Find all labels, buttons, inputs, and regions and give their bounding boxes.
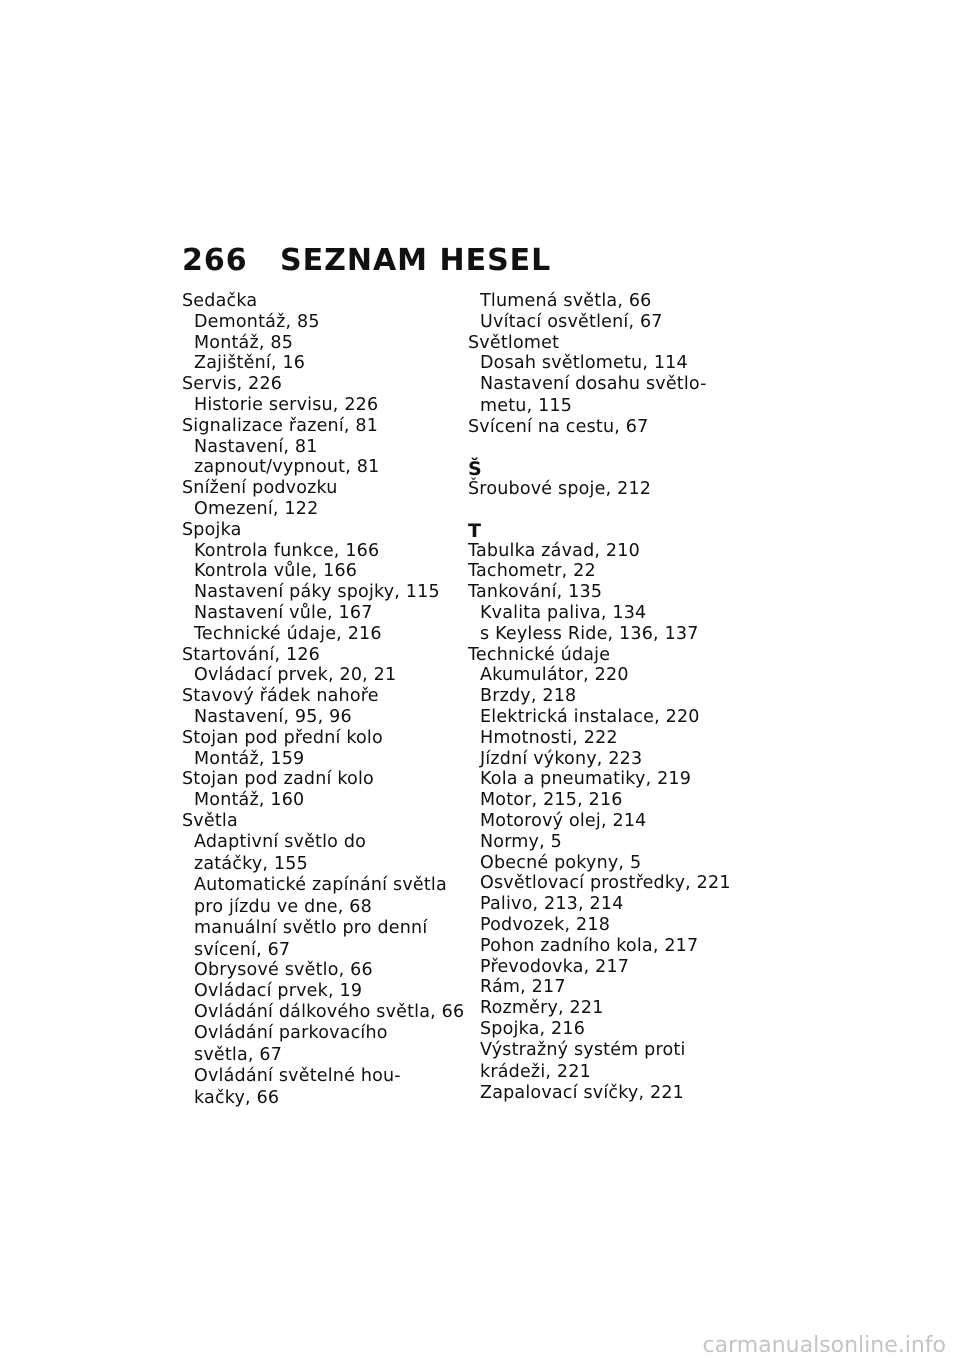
index-subentry: Demontáž, 85 (194, 311, 320, 332)
index-subentry: Obrysové světlo, 66 (194, 960, 373, 981)
index-entry: Snížení podvozku (182, 478, 338, 499)
index-subentry: Normy, 5 (480, 831, 562, 852)
index-column-right (468, 291, 758, 1103)
index-entry: Světla (182, 810, 238, 831)
index-entry: Svícení na cestu, 67 (468, 417, 649, 438)
index-subentry: Montáž, 160 (194, 790, 305, 811)
index-subentry: Tlumená světla, 66 (480, 291, 652, 311)
index-subentry: metu, 115 (480, 396, 573, 417)
index-subentry: Technické údaje, 216 (194, 623, 382, 644)
index-entry: Stojan pod zadní kolo (182, 769, 374, 790)
index-subentry: Historie servisu, 226 (194, 394, 379, 415)
index-entry: Stojan pod přední kolo (182, 727, 383, 748)
index-subentry: Ovládací prvek, 19 (194, 981, 363, 1002)
index-letter-heading: Š (468, 457, 482, 480)
index-subentry: Palivo, 213, 214 (480, 894, 624, 915)
index-column-left (182, 291, 472, 1109)
index-subentry: pro jízdu ve dne, 68 (194, 896, 372, 917)
index-subentry: Výstražný systém proti (480, 1039, 686, 1060)
index-subentry: s Keyless Ride, 136, 137 (480, 623, 699, 644)
index-subentry: Ovládání parkovacího (194, 1022, 388, 1043)
index-subentry: Spojka, 216 (480, 1019, 586, 1039)
index-entry: Signalizace řazení, 81 (182, 415, 379, 436)
index-entry: Světlomet (468, 332, 560, 353)
index-subentry: kačky, 66 (194, 1087, 280, 1108)
index-subentry: Kontrola vůle, 166 (194, 561, 358, 582)
index-subentry: Adaptivní světlo do (194, 831, 367, 852)
page-header (182, 243, 551, 278)
index-subentry: Rozměry, 221 (480, 998, 604, 1019)
index-entry: Technické údaje (468, 644, 611, 665)
index-entry: Servis, 226 (182, 374, 283, 395)
index-subentry: Nastavení vůle, 167 (194, 602, 373, 623)
index-subentry: Montáž, 85 (194, 332, 294, 353)
index-subentry: Zajištění, 16 (194, 353, 306, 374)
index-subentry: Motorový olej, 214 (480, 811, 647, 832)
index-subentry: krádeži, 221 (480, 1061, 591, 1082)
index-subentry: Nastavení páky spojky, 115 (194, 582, 440, 603)
page-number: 266 (182, 243, 248, 278)
index-subentry: zatáčky, 155 (194, 853, 308, 874)
index-letter-heading: T (468, 519, 482, 542)
index-subentry: Jízdní výkony, 223 (480, 748, 643, 769)
index-entry: Tabulka závad, 210 (468, 540, 640, 561)
index-entry: Sedačka (182, 291, 258, 311)
index-subentry: svícení, 67 (194, 939, 291, 960)
index-subentry: Hmotnosti, 222 (480, 727, 618, 748)
index-subentry: Akumulátor, 220 (480, 665, 629, 686)
index-subentry: Automatické zapínání světla (194, 874, 447, 895)
index-subentry: zapnout/vypnout, 81 (194, 457, 380, 478)
index-subentry: Motor, 215, 216 (480, 790, 623, 811)
index-subentry: Obecné pokyny, 5 (480, 852, 642, 873)
index-entry: Startování, 126 (182, 644, 321, 665)
index-subentry: Ovládání dálkového světla, 66 (194, 1001, 465, 1022)
index-subentry: Podvozek, 218 (480, 915, 611, 936)
index-entry: Tachometr, 22 (468, 561, 596, 582)
index-subentry: Uvítací osvětlení, 67 (480, 311, 663, 332)
index-subentry: Omezení, 122 (194, 498, 319, 519)
index-subentry: Nastavení, 95, 96 (194, 706, 352, 727)
index-subentry: manuální světlo pro denní (194, 917, 428, 938)
index-subentry: Elektrická instalace, 220 (480, 707, 700, 728)
index-subentry: Brzdy, 218 (480, 686, 577, 707)
index-subentry: Nastavení dosahu světlo- (480, 374, 707, 395)
index-subentry: Ovládací prvek, 20, 21 (194, 665, 397, 686)
page-title: SEZNAM HESEL (280, 243, 552, 278)
index-subentry: Kvalita paliva, 134 (480, 603, 647, 624)
index-subentry: Ovládání světelné hou- (194, 1065, 401, 1086)
index-subentry: Rám, 217 (480, 977, 566, 998)
index-subentry: Kontrola funkce, 166 (194, 540, 380, 561)
index-subentry: světla, 67 (194, 1044, 283, 1065)
index-subentry: Montáž, 159 (194, 748, 305, 769)
index-subentry: Převodovka, 217 (480, 956, 630, 977)
index-entry: Šroubové spoje, 212 (468, 478, 652, 499)
index-subentry: Nastavení, 81 (194, 436, 318, 457)
index-subentry: Kola a pneumatiky, 219 (480, 769, 692, 790)
watermark-text: carmanualsonline.info (702, 1333, 946, 1358)
index-entry: Stavový řádek nahoře (182, 686, 379, 707)
index-subentry: Dosah světlometu, 114 (480, 353, 688, 374)
index-subentry: Pohon zadního kola, 217 (480, 935, 699, 956)
index-subentry: Osvětlovací prostředky, 221 (480, 873, 731, 894)
index-subentry: Zapalovací svíčky, 221 (480, 1082, 684, 1103)
index-entry: Tankování, 135 (468, 582, 603, 603)
index-entry: Spojka (182, 519, 242, 540)
